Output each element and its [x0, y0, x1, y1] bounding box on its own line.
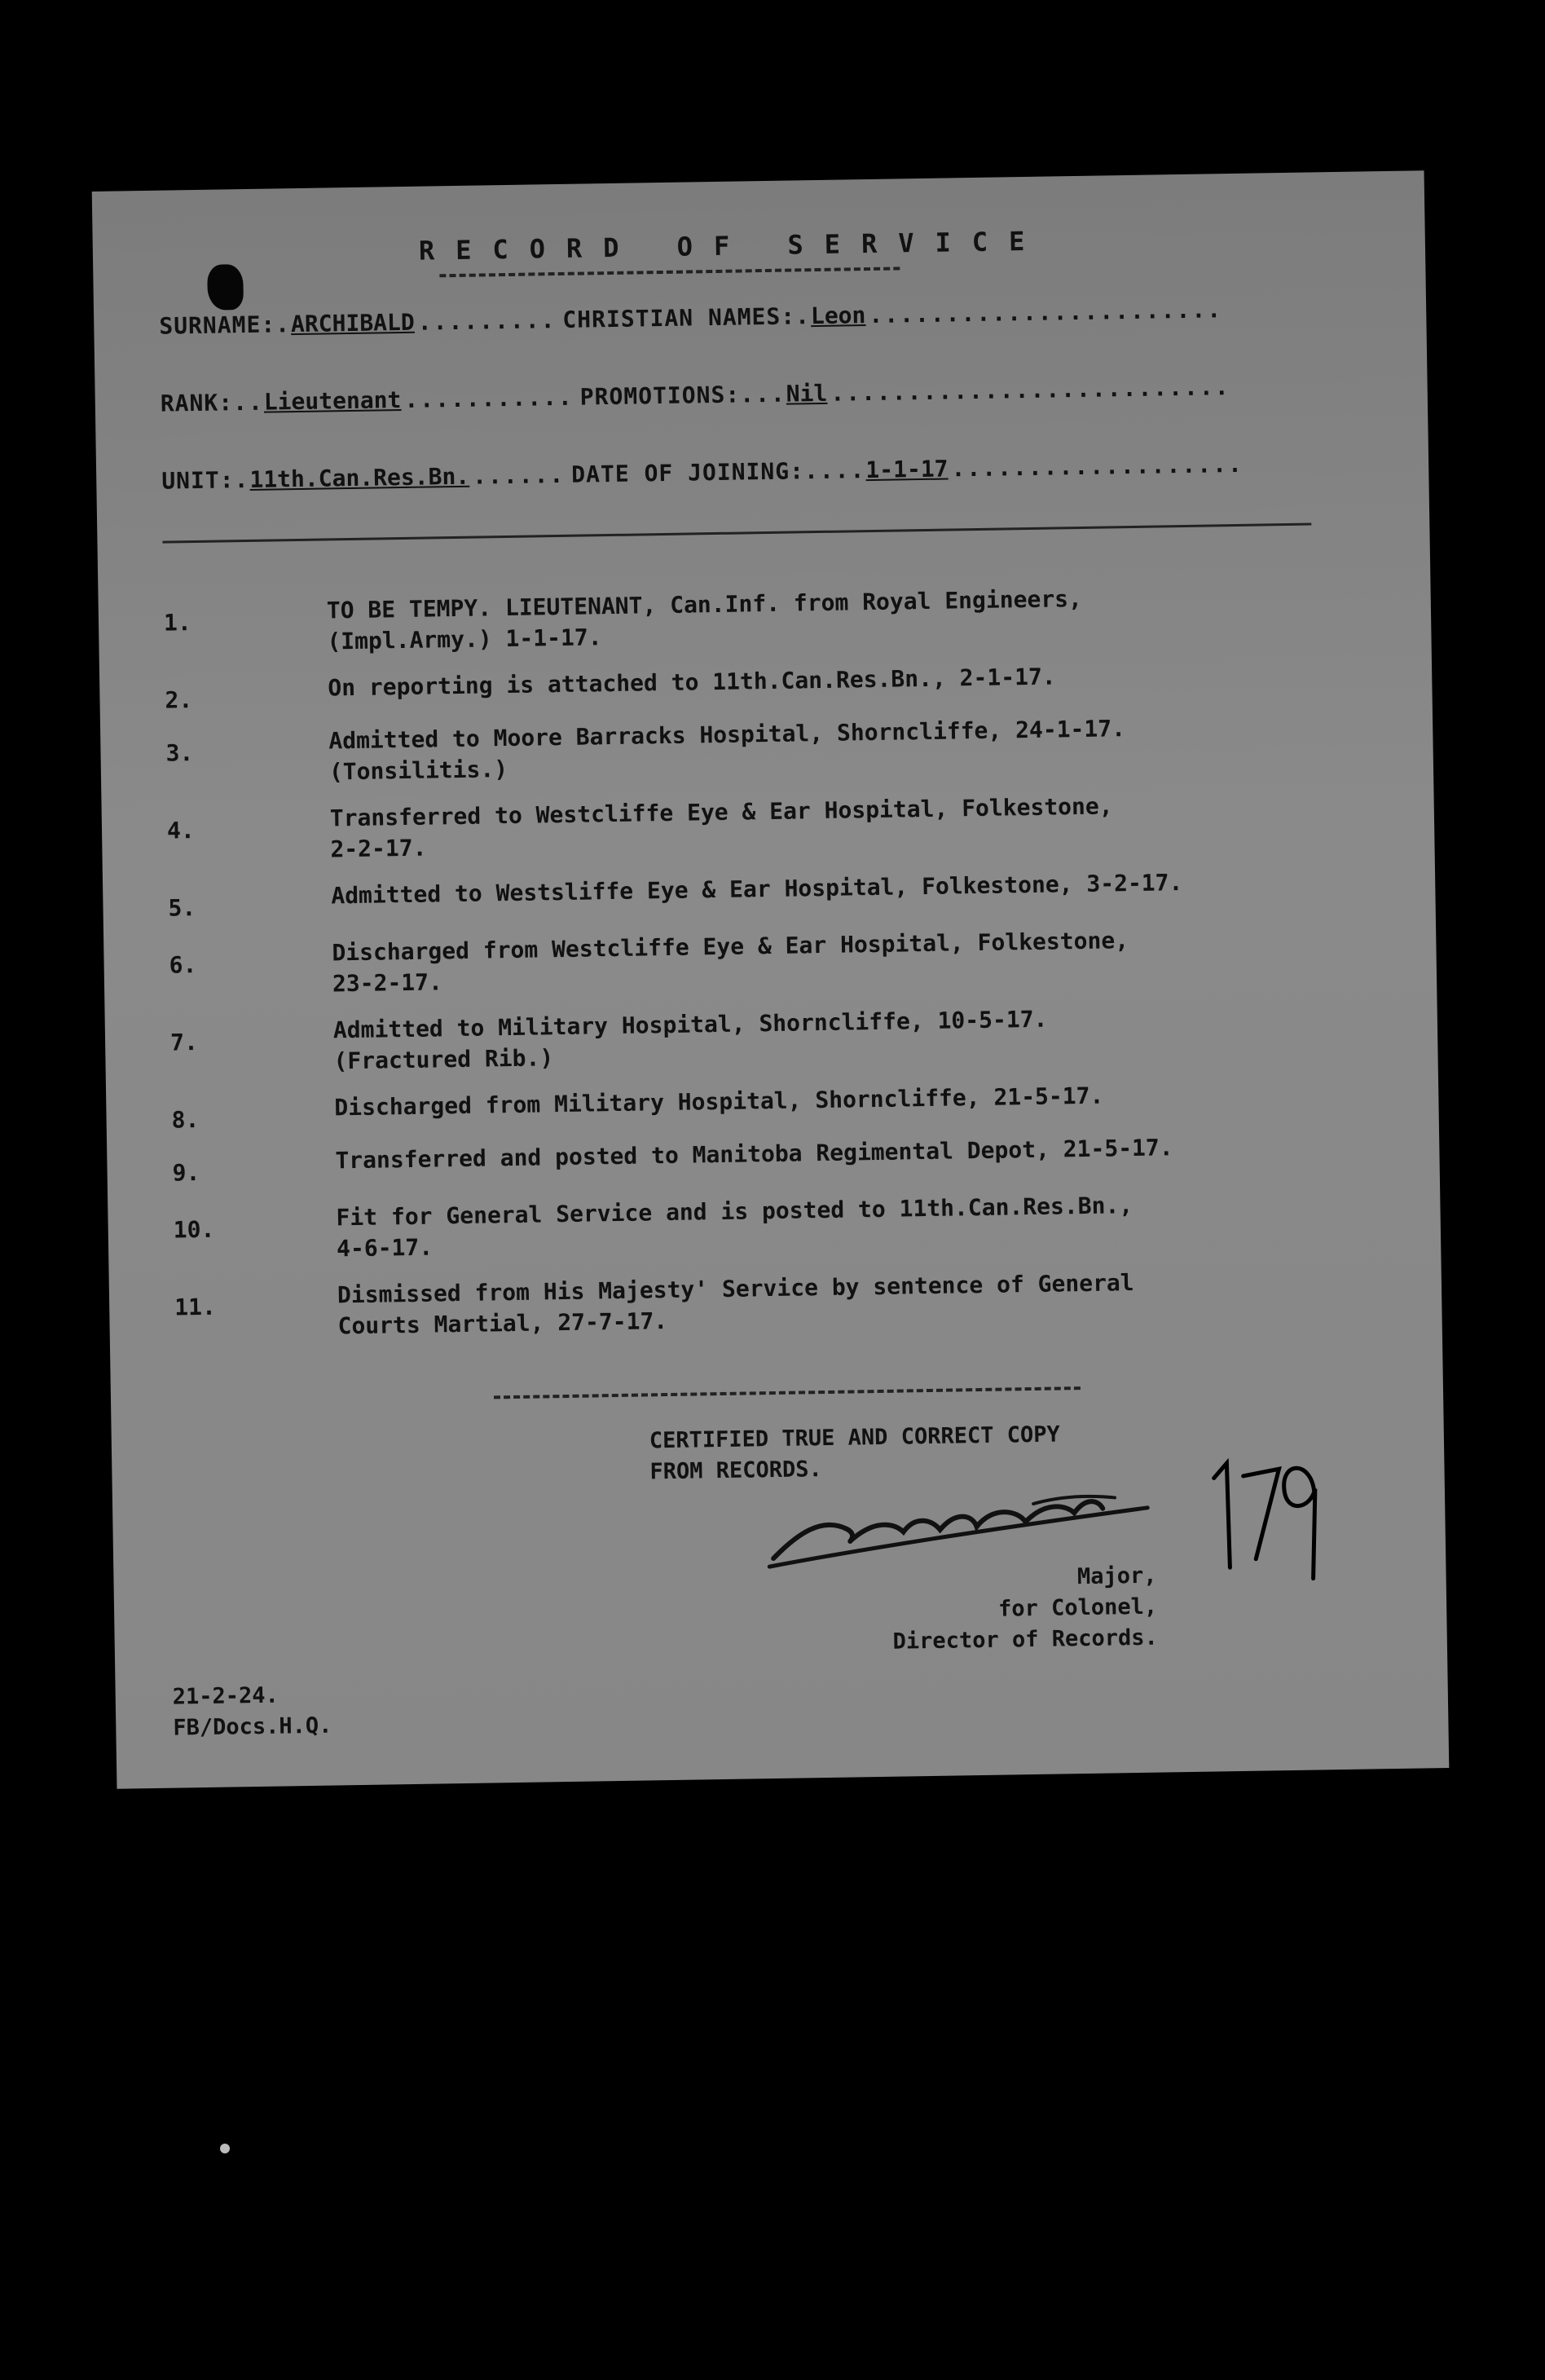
service-entry [172, 1130, 1362, 1187]
reference-block [172, 1680, 332, 1744]
entry-text: Discharged from Military Hospital, Shorncliffe, 21-5-17. [334, 1082, 1104, 1122]
title-underline [439, 267, 900, 277]
entry-number: 7. [169, 1029, 199, 1056]
entry-text: Fit for General Service and is posted to 11th.Can.Res.Bn., 4-6-17. [336, 1192, 1133, 1263]
page-title: RECORD OF SERVICE [418, 225, 1046, 267]
entry-number: 3. [165, 739, 194, 767]
certification-divider [494, 1386, 1081, 1399]
handwritten-number [1204, 1443, 1328, 1584]
date-of-joining-label: DATE OF JOINING: [571, 457, 805, 488]
entry-text: Transferred and posted to Manitoba Regimental Depot, 21-5-17. [335, 1134, 1173, 1175]
surname-row: SURNAME:.ARCHIBALD ......... CHRISTIAN NAMES:.Leon ....................... [159, 296, 1223, 340]
entry-number: 2. [165, 686, 193, 714]
entry-number: 4. [166, 817, 196, 844]
entry-number: 9. [172, 1159, 200, 1187]
entry-text: Discharged from Westcliffe Eye & Ear Hospital, Folkestone, 23-2-17. [332, 927, 1129, 998]
reference-date: 21-2-24. [172, 1682, 280, 1710]
signatory-rank: Major, [1076, 1562, 1157, 1590]
header-divider [162, 523, 1311, 544]
service-entry [174, 1264, 1364, 1340]
surname-label: SURNAME: [159, 311, 276, 340]
rank-value: Lieutenant [263, 386, 402, 416]
scan-speck [220, 2144, 230, 2153]
service-entry [169, 922, 1358, 998]
ink-blot [207, 264, 244, 311]
entry-text: On reporting is attached to 11th.Can.Res.Bn., 2-1-17. [328, 663, 1056, 702]
entry-number: 11. [174, 1293, 217, 1321]
rank-label: RANK: [160, 389, 234, 417]
service-entry [173, 1187, 1362, 1263]
service-entry [165, 657, 1354, 714]
service-entry [169, 999, 1360, 1075]
entry-text: Admitted to Moore Barracks Hospital, Shorncliffe, 24-1-17. (Tonsilitis.) [328, 715, 1126, 786]
entry-number: 6. [169, 951, 197, 979]
entry-text: Admitted to Westsliffe Eye & Ear Hospital, Folkestone, 3-2-17. [331, 869, 1183, 910]
date-of-joining-value: 1-1-17 [865, 455, 949, 484]
promotions-label: PROMOTIONS: [579, 381, 741, 411]
signatory-title: Director of Records. [892, 1624, 1158, 1655]
reference-code: FB/Docs.H.Q. [173, 1712, 332, 1741]
service-entry [165, 710, 1355, 786]
service-entry [166, 787, 1357, 863]
signature [764, 1479, 1157, 1576]
certification-text: CERTIFIED TRUE AND CORRECT COPY FROM RECORDS. [649, 1421, 1060, 1485]
record-sheet [92, 170, 1450, 1788]
service-entry [168, 865, 1358, 922]
signatory-for: for Colonel, [997, 1593, 1158, 1622]
entry-number: 1. [163, 609, 192, 637]
entry-number: 10. [173, 1215, 215, 1244]
unit-value: 11th.Can.Res.Bn. [249, 462, 470, 493]
signatory-block [830, 1561, 1158, 1659]
unit-row: UNIT:.11th.Can.Res.Bn. ...... DATE OF JOINING:....1-1-17 ................... [161, 450, 1244, 495]
christian-names-value: Leon [810, 302, 866, 330]
entry-text: TO BE TEMPY. LIEUTENANT, Can.Inf. from Royal Engineers, (Impl.Army.) 1-1-17. [326, 584, 1083, 655]
service-entry [171, 1077, 1361, 1134]
entry-text: Dismissed from His Majesty' Service by sentence of General Courts Martial, 27-7-17. [337, 1269, 1134, 1340]
unit-label: UNIT: [161, 466, 235, 495]
entry-number: 8. [171, 1106, 200, 1134]
service-entry [163, 580, 1354, 655]
christian-names-label: CHRISTIAN NAMES: [562, 302, 796, 333]
promotions-value: Nil [786, 379, 828, 408]
entry-text: Admitted to Military Hospital, Shorncliffe, 10-5-17. (Fractured Rib.) [332, 1005, 1048, 1075]
entry-text: Transferred to Westcliffe Eye & Ear Hospital, Folkestone, 2-2-17. [329, 792, 1113, 863]
rank-row: RANK:..Lieutenant ........... PROMOTIONS:...Nil .......................... [160, 373, 1230, 417]
surname-value: ARCHIBALD [290, 308, 415, 338]
entry-number: 5. [168, 894, 196, 922]
